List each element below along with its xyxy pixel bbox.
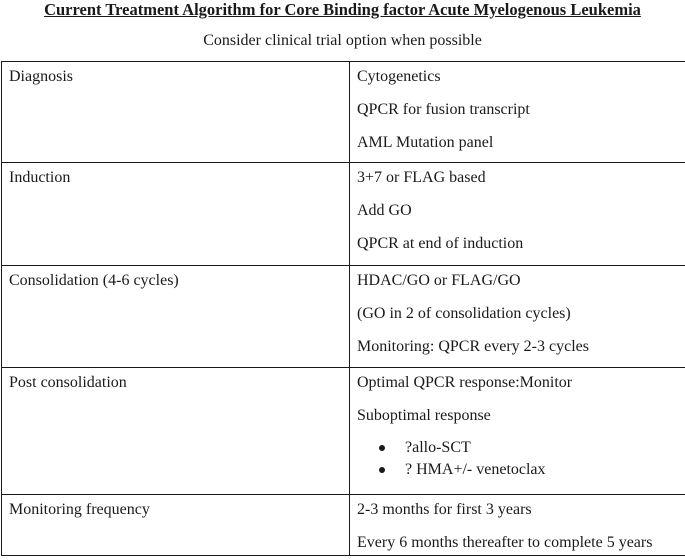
- stage-cell: [2, 495, 350, 556]
- table-row-post-consolidation: [2, 368, 685, 495]
- stage-label: Post consolidation: [9, 374, 127, 391]
- stage-label: Induction: [9, 169, 71, 186]
- table-row-diagnosis: [2, 62, 685, 163]
- details-cell: [350, 495, 685, 556]
- detail-line: AML Mutation panel: [357, 134, 494, 151]
- stage-cell: [2, 163, 350, 266]
- table-row-monitoring-frequency: [2, 495, 685, 556]
- detail-line: (GO in 2 of consolidation cycles): [357, 305, 571, 322]
- bullet-text: ?allo-SCT: [405, 439, 471, 456]
- stage-label: Monitoring frequency: [9, 501, 150, 518]
- document-title: Current Treatment Algorithm for Core Binding factor Acute Myelogenous Leukemia: [44, 0, 641, 19]
- list-item: [357, 437, 685, 459]
- list-item: [357, 459, 685, 481]
- details-cell: [350, 266, 685, 368]
- detail-line: Cytogenetics: [357, 68, 441, 85]
- document-subtitle: Consider clinical trial option when possible: [203, 32, 482, 49]
- details-cell: [350, 62, 685, 163]
- detail-line: 2-3 months for first 3 years: [357, 501, 532, 518]
- detail-line: Suboptimal response: [357, 407, 491, 424]
- bullet-icon: [379, 445, 385, 451]
- stage-cell: [2, 368, 350, 495]
- stage-cell: [2, 62, 350, 163]
- detail-line: HDAC/GO or FLAG/GO: [357, 272, 521, 289]
- stage-cell: [2, 266, 350, 368]
- detail-line: Monitoring: QPCR every 2-3 cycles: [357, 338, 589, 355]
- details-cell: [350, 163, 685, 266]
- detail-line: Every 6 months thereafter to complete 5 years: [357, 534, 653, 551]
- details-cell: [350, 368, 685, 495]
- option-bullet-list: [357, 437, 685, 481]
- stage-label: Diagnosis: [9, 68, 73, 85]
- detail-line: QPCR at end of induction: [357, 235, 524, 252]
- treatment-algorithm-table: [1, 61, 685, 556]
- detail-line: 3+7 or FLAG based: [357, 169, 486, 186]
- detail-line: QPCR for fusion transcript: [357, 101, 530, 118]
- stage-label: Consolidation (4-6 cycles): [9, 272, 179, 289]
- bullet-text: ? HMA+/- venetoclax: [405, 461, 546, 478]
- bullet-icon: [379, 467, 385, 473]
- detail-line: Add GO: [357, 202, 412, 219]
- detail-line: Optimal QPCR response:Monitor: [357, 374, 573, 391]
- table-row-induction: [2, 163, 685, 266]
- table-row-consolidation: [2, 266, 685, 368]
